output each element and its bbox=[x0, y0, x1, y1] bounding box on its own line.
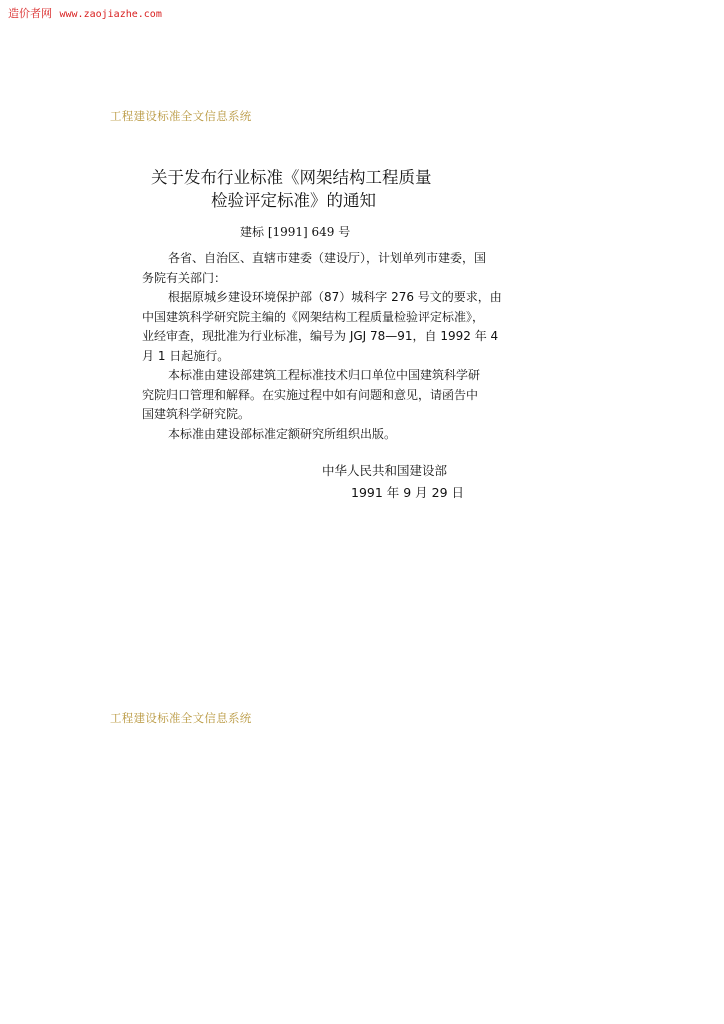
paragraph bbox=[116, 425, 478, 445]
title-line-1: 关于发布行业标准《网架结构工程质量 bbox=[151, 168, 432, 187]
site-url[interactable]: www.zaojiazhe.com bbox=[59, 9, 162, 20]
site-name: 造价者网 bbox=[8, 7, 52, 20]
paragraph bbox=[116, 366, 481, 425]
paragraph bbox=[116, 249, 487, 288]
paragraph bbox=[116, 288, 502, 366]
issuer: 中华人民共和国建设部 bbox=[322, 463, 448, 478]
watermark-top: 工程建设标准全文信息系统 bbox=[110, 109, 252, 123]
notice-title bbox=[110, 166, 498, 212]
notice-body bbox=[116, 249, 502, 444]
text-line: 本标准由建设部标准定额研究所组织出版。 bbox=[168, 426, 397, 441]
site-header bbox=[8, 5, 162, 21]
text-line: 务院有关部门： bbox=[142, 270, 227, 285]
watermark-bottom: 工程建设标准全文信息系统 bbox=[110, 711, 252, 725]
text-line: 月 1 日起施行。 bbox=[142, 348, 230, 363]
text-line: 根据原城乡建设环境保护部（87）城科字 276 号文的要求，由 bbox=[168, 290, 502, 304]
text-line: 国建筑科学研究院。 bbox=[142, 407, 251, 421]
issue-date: 1991 年 9 月 29 日 bbox=[351, 485, 465, 500]
text-line: 业经审查，现批准为行业标准，编号为 JGJ 78—91，自 1992 年 4 bbox=[142, 329, 499, 343]
signature-block bbox=[322, 460, 464, 504]
text-line: 各省、自治区、直辖市建委（建设厅），计划单列市建委，国 bbox=[168, 251, 487, 265]
text-line: 究院归口管理和解释。在实施过程中如有问题和意见，请函告中 bbox=[142, 387, 479, 402]
document-number: 建标 [1991] 649 号 bbox=[240, 225, 351, 239]
text-line: 中国建筑科学研究院主编的《网架结构工程质量检验评定标准》， bbox=[142, 309, 485, 324]
title-line-2: 检验评定标准》的通知 bbox=[211, 191, 376, 210]
text-line: 本标准由建设部建筑工程标准技术归口单位中国建筑科学研 bbox=[168, 368, 481, 382]
